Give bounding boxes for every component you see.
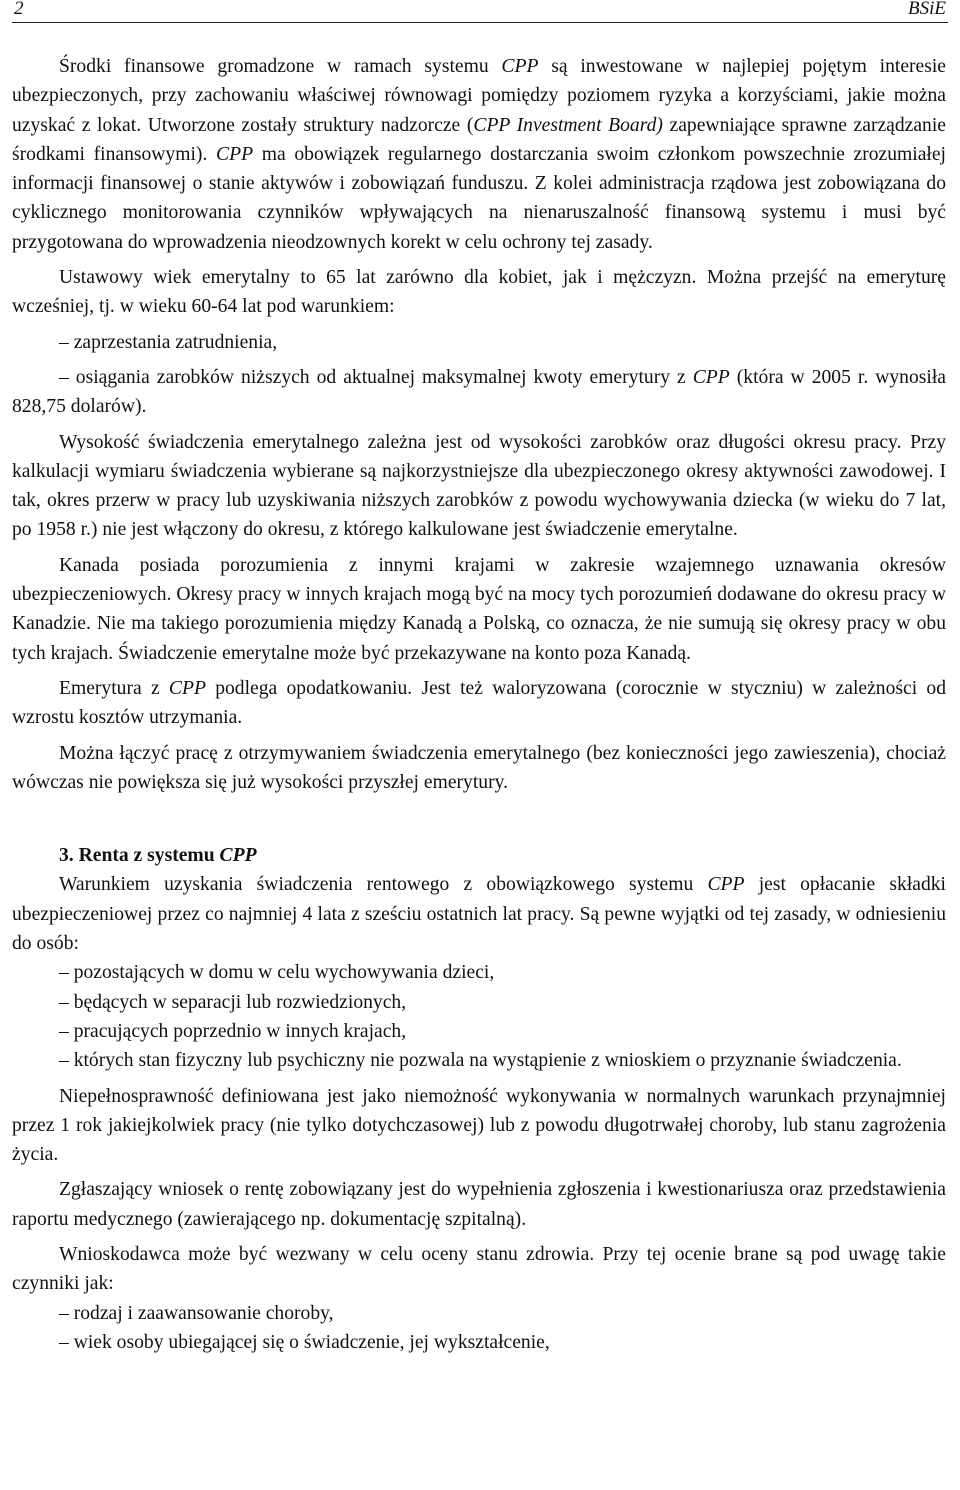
paragraph-3: Wysokość świadczenia emerytalnego zależna jest od wysokości zarobków oraz długości okresu pracy. Przy kalkulacji wymiaru świadczenia wybierane są najkorzystniejsze dla ubezpieczonego okresy aktywności zawodowej. I tak, okres przerw w pracy lub uzyskiwania niższych zarobków z powodu wychowywania dziecka (w wieku do 7 lat, po 1958 r.) nie jest włączony do okresu, z którego kalkulowane jest świadczenie emerytalne. xyxy=(12,431,946,541)
page-header xyxy=(12,0,948,23)
paragraph-5: Emerytura z CPP podlega opodatkowaniu. Jest też waloryzowana (corocznie w styczniu) w zależności od wzrostu kosztów utrzymania. xyxy=(12,677,947,729)
paragraph-10: Wnioskodawca może być wezwany w celu oceny stanu zdrowia. Przy tej ocenie brane są pod uwagę takie czynniki jak: xyxy=(12,1243,946,1295)
paragraph-8: Niepełnosprawność definiowana jest jako niemożność wykonywania w normalnych warunkach przynajmniej przez 1 rok jakiejkolwiek pracy (nie tylko dotychczasowej) lub z powodu długotrwałej choroby, lub stanu zagrożenia życia. xyxy=(12,1085,946,1166)
list-item: – będących w separacji lub rozwiedzionych, xyxy=(59,991,407,1013)
document-body xyxy=(12,52,946,1357)
page-number: 2 xyxy=(14,0,24,19)
paragraph-4: Kanada posiada porozumienia z innymi krajami w zakresie wzajemnego uznawania okresów ubezpieczeniowych. Okresy pracy w innych krajach mogą być na mocy tych porozumień dodawane do okresu pracy w Kanadzie. Nie ma takiego porozumienia między Kanadą a Polską, co oznacza, że nie sumują się okresy pracy w obu tych krajach. Świadczenie emerytalne może być przekazywane na konto poza Kanadą. xyxy=(12,554,946,664)
list-item: – pozostających w domu w celu wychowywania dzieci, xyxy=(59,962,495,984)
section-heading: 3. Renta z systemu CPP xyxy=(59,845,257,867)
list-item: – rodzaj i zaawansowanie choroby, xyxy=(59,1302,334,1324)
list-item: – pracujących poprzednio w innych krajach, xyxy=(59,1020,407,1042)
paragraph-2: Ustawowy wiek emerytalny to 65 lat zarówno dla kobiet, jak i mężczyzn. Można przejść na emeryturę wcześniej, tj. w wieku 60-64 lat pod warunkiem: xyxy=(12,267,946,318)
paragraph-1: Środki finansowe gromadzone w ramach systemu CPP są inwestowane w najlepiej pojętym interesie ubezpieczonych, przy zachowaniu właściwej równowagi pomiędzy poziomem ryzyka a korzyściami, jakie można uzyskać z lokat. Utworzone zostały struktury nadzorcze (CPP Investment Board) zapewniające sprawne zarządzanie środkami finansowymi). CPP ma obowiązek regularnego dostarczania swoim członkom powszechnie zrozumiałej informacji finansowej o stanie aktywów i zobowiązań funduszu. Z kolei administracja rządowa jest zobowiązana do cyklicznego monitorowania czynników wpływających na nienaruszalność finansową systemu i musi być przygotowana do wprowadzenia nieodzownych korekt w celu ochrony tej zasady. xyxy=(12,56,947,253)
list-item: – osiągania zarobków niższych od aktualnej maksymalnej kwoty emerytury z CPP (która w 2005 r. wynosiła 828,75 dolarów). xyxy=(12,366,946,418)
paragraph-6: Można łączyć pracę z otrzymywaniem świadczenia emerytalnego (bez konieczności jego zawieszenia), chociaż wówczas nie powiększa się już wysokości przyszłej emerytury. xyxy=(12,742,946,793)
list-item: – zaprzestania zatrudnienia, xyxy=(59,331,278,353)
list-item: – wiek osoby ubiegającej się o świadczenie, jej wykształcenie, xyxy=(59,1331,550,1353)
list-item: – których stan fizyczny lub psychiczny nie pozwala na wystąpienie z wnioskiem o przyznanie świadczenia. xyxy=(59,1050,902,1072)
journal-title: BSiE xyxy=(908,0,946,19)
paragraph-9: Zgłaszający wniosek o rentę zobowiązany jest do wypełnienia zgłoszenia i kwestionariusza oraz przedstawienia raportu medycznego (zawierającego np. dokumentację szpitalną). xyxy=(12,1179,946,1230)
paragraph-7: Warunkiem uzyskania świadczenia rentowego z obowiązkowego systemu CPP jest opłacanie składki ubezpieczeniowej przez co najmniej 4 lata z sześciu ostatnich lat pracy. Są pewne wyjątki od tej zasady, w odniesieniu do osób: xyxy=(12,874,946,955)
